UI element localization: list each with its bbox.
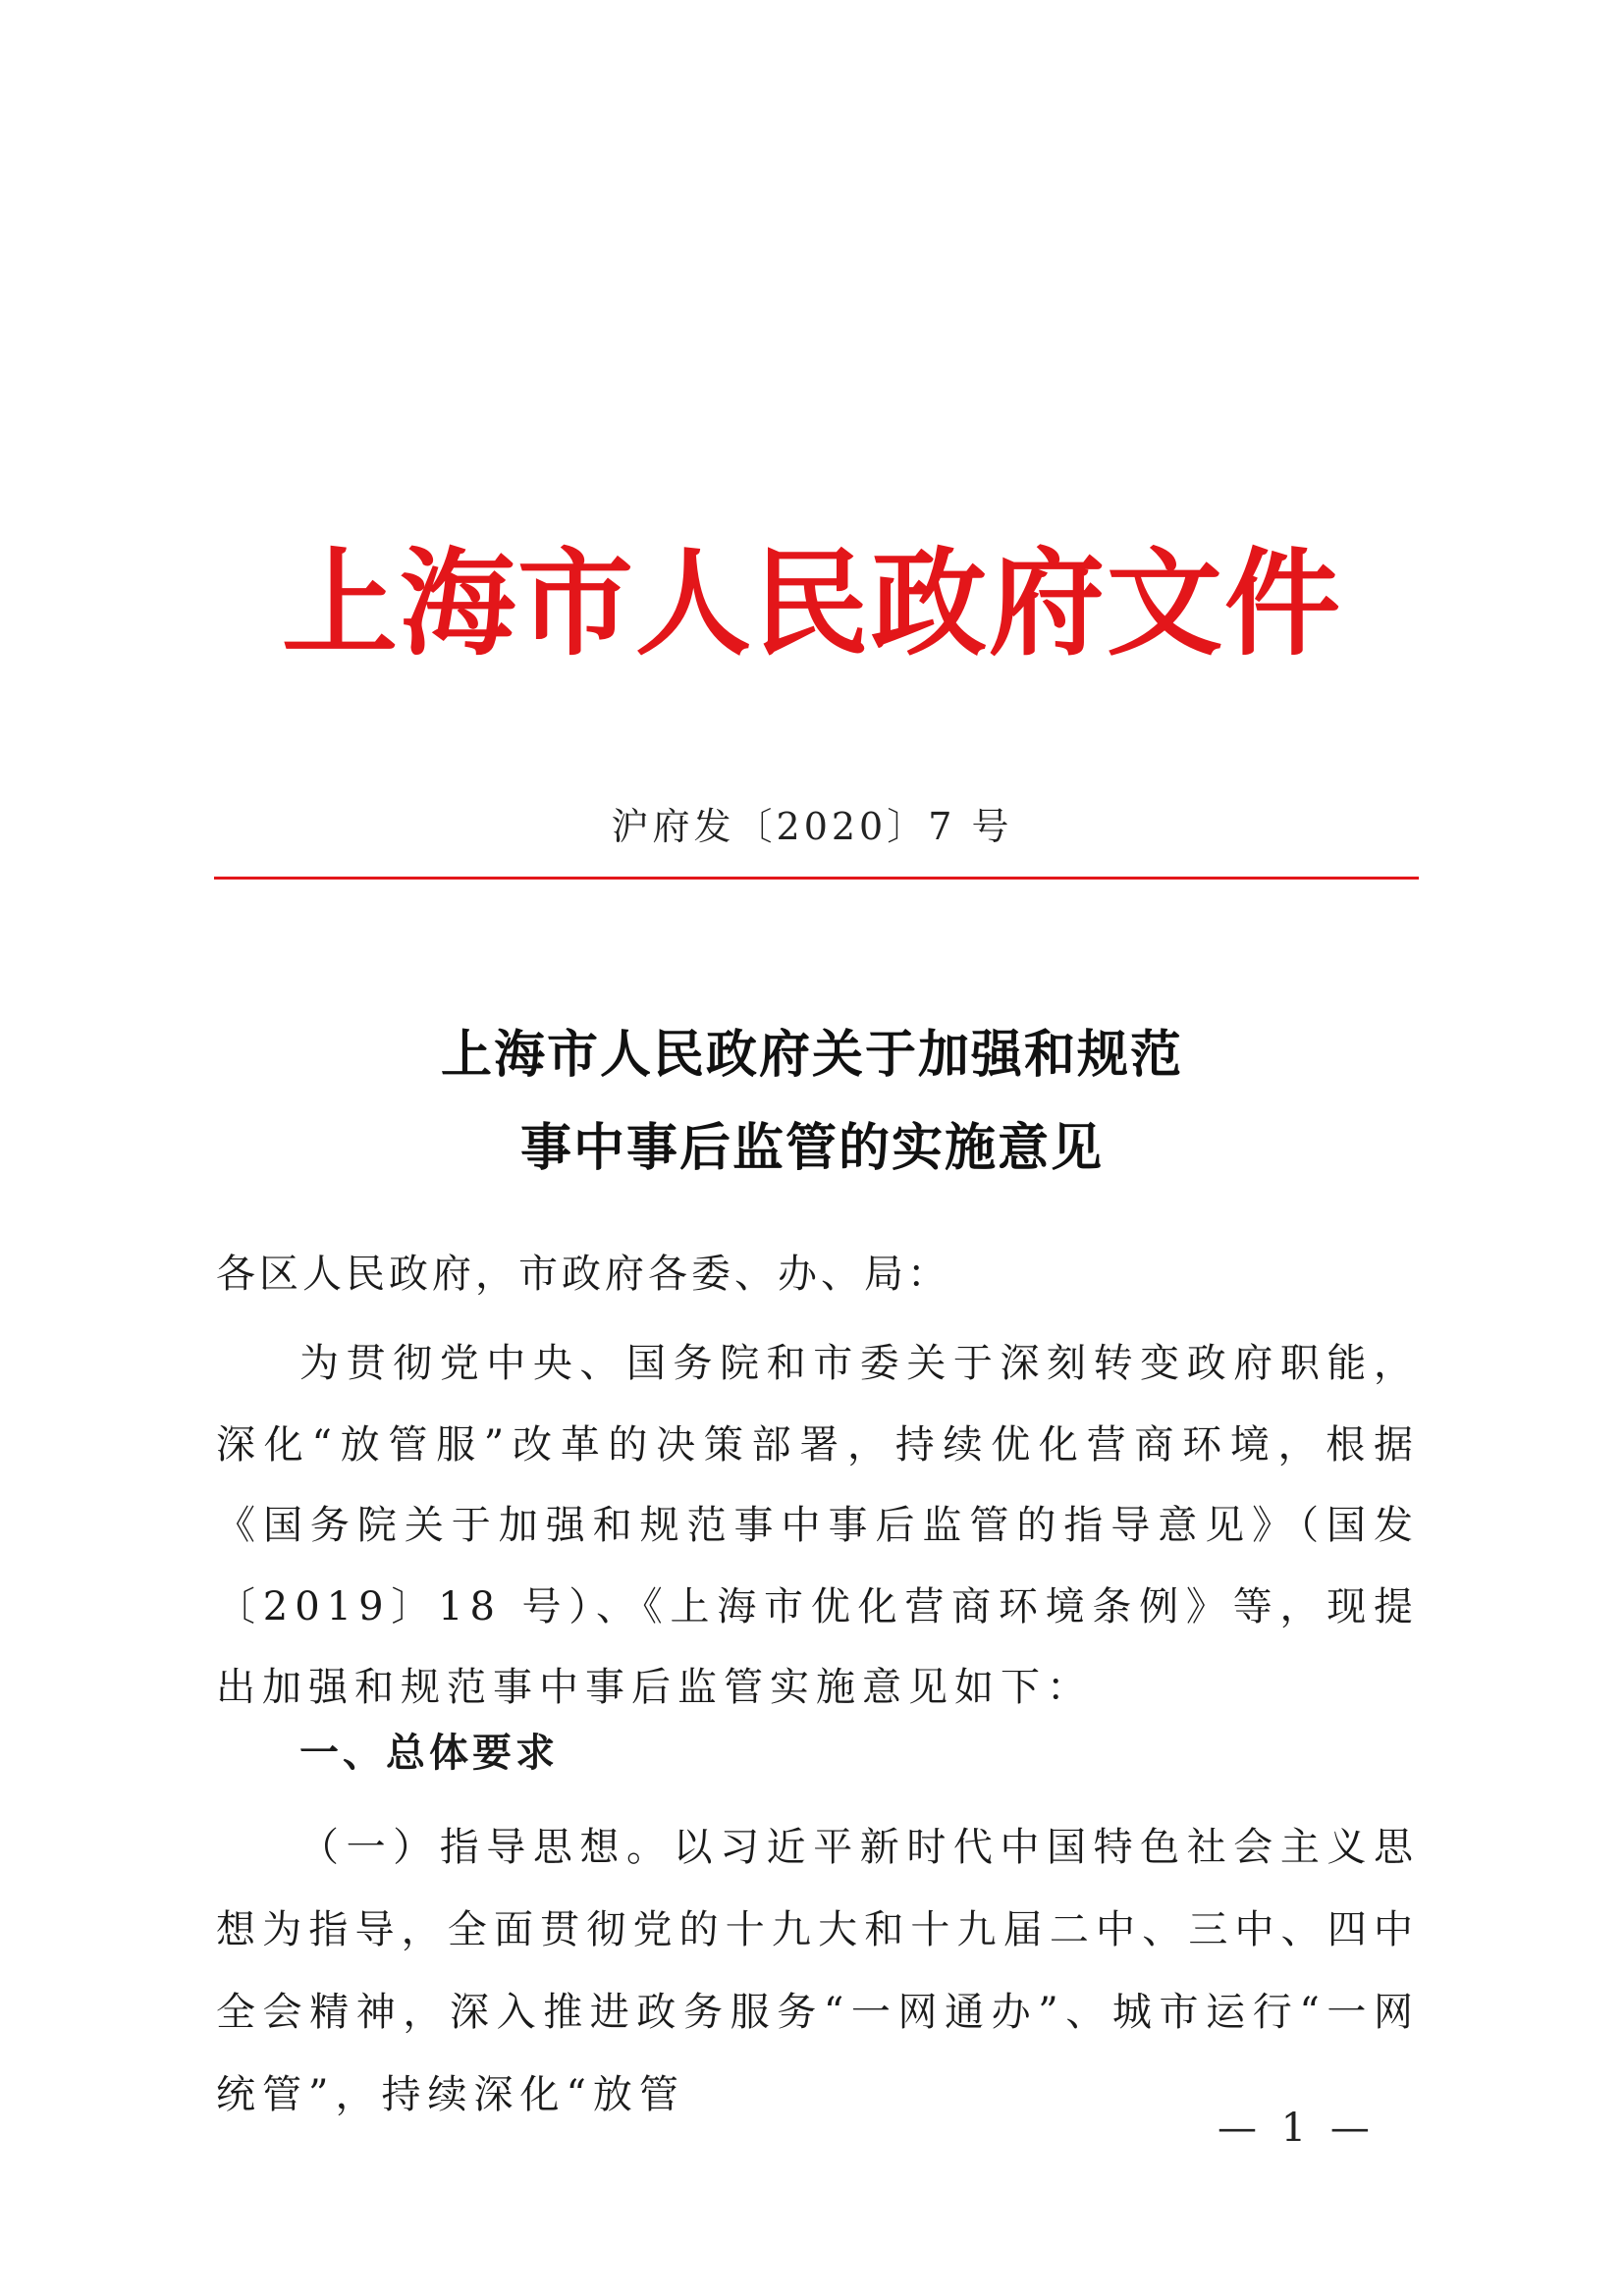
document-title-line-1: 上海市人民政府关于加强和规范 [440, 1025, 1183, 1085]
page-number: — 1 — [1218, 2106, 1376, 2151]
document-title-line-2: 事中事后监管的实施意见 [519, 1118, 1104, 1178]
document-number: 沪府发〔2020〕7 号 [611, 805, 1013, 848]
intro-paragraph: 为贯彻党中央、国务院和市委关于深刻转变政府职能，深化“放管服”改革的决策部署，持续优化营商环境，根据《国务院关于加强和规范事中事后监管的指导意见》（国发〔2019〕18 号）、《上海市优化营商环境条例》等，现提出加强和规范事中事后监管实施意见如下： [216, 1341, 1420, 1710]
guiding-ideology-paragraph: （一）指导思想。以习近平新时代中国特色社会主义思想为指导，全面贯彻党的十九大和十九届二中、三中、四中全会精神，深入推进政务服务“一网通办”、城市运行“一网统管”，持续深化“放管 [216, 1825, 1420, 2117]
section-heading-general-requirements: 一、总体要求 [299, 1730, 559, 1776]
document-masthead: 上海市人民政府文件 [281, 535, 1342, 671]
salutation: 各区人民政府，市政府各委、办、局： [216, 1252, 950, 1297]
red-separator-rule [214, 877, 1419, 880]
